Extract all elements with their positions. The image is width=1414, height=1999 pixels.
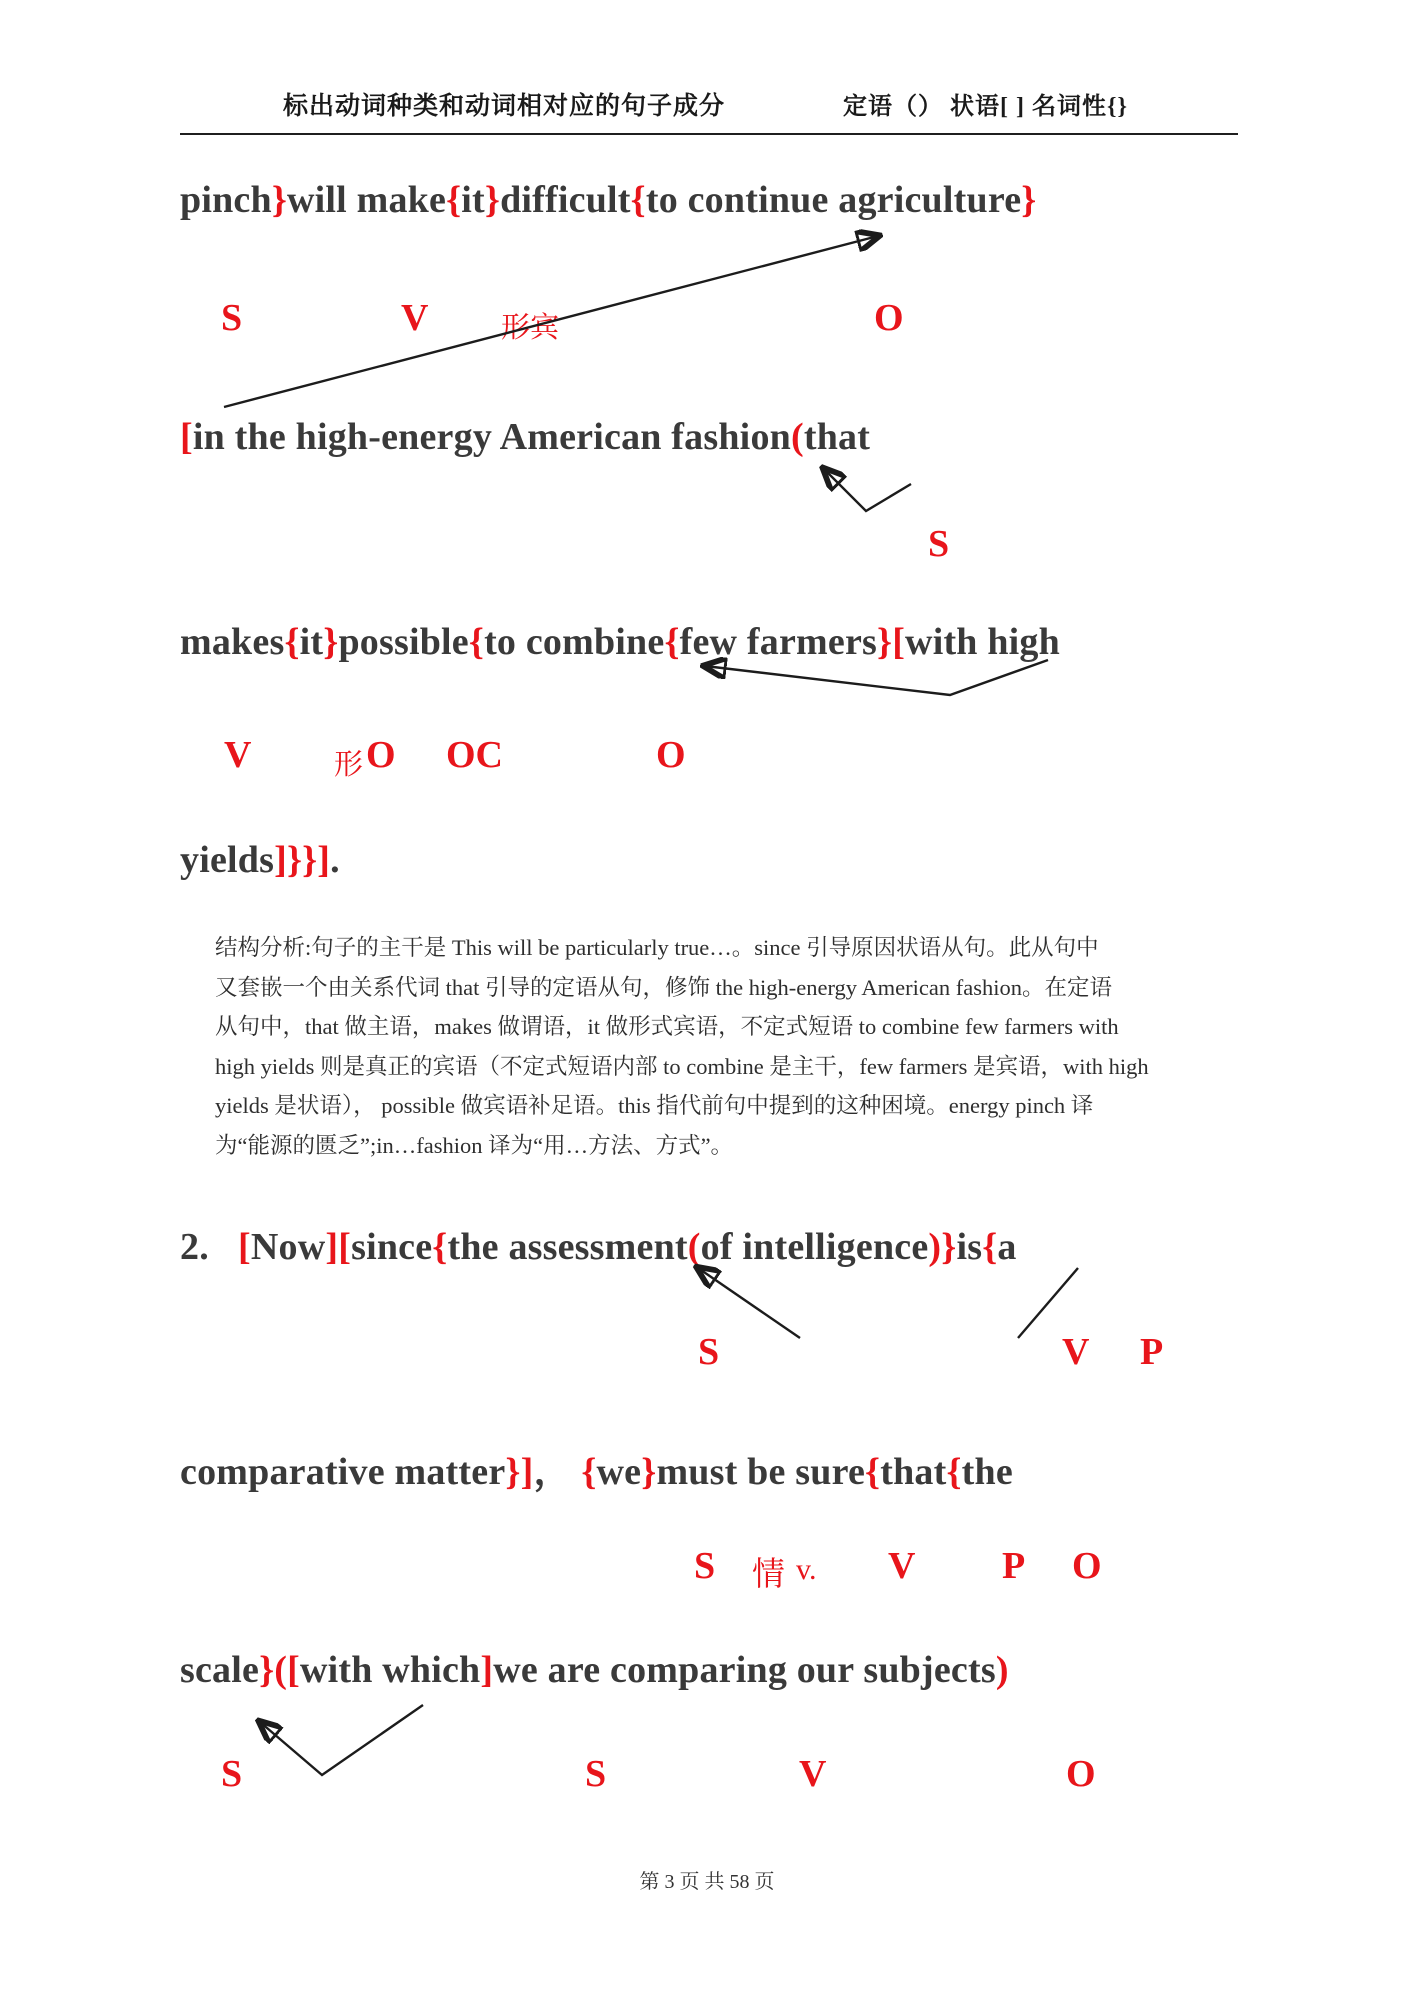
text-segment: will make <box>287 179 447 221</box>
grammar-label-o2: O <box>656 734 686 776</box>
text-segment: { <box>284 621 300 663</box>
text-segment: )} <box>928 1226 957 1268</box>
text-segment: to continue agriculture <box>645 179 1022 221</box>
grammar-label-s4: S <box>221 1753 243 1795</box>
text-segment: with which <box>299 1649 481 1691</box>
text-segment: { <box>946 1451 962 1493</box>
text-segment: }([ <box>259 1649 300 1691</box>
grammar-label-s: S <box>221 297 243 339</box>
grammar-label-o: O <box>874 297 904 339</box>
grammar-label-o4: O <box>1066 1753 1096 1795</box>
grammar-label-v4: V <box>888 1545 916 1587</box>
text-segment: [ <box>892 621 906 663</box>
analysis-line: yields 是状语）， possible 做宾语补足语。this 指代前句中提到的这种困境。energy pinch 译 <box>215 1093 1094 1119</box>
line-to-is <box>1018 1268 1078 1338</box>
text-segment: possible <box>338 621 469 663</box>
analysis-line: 结构分析:句子的主干是 This will be particularly true…。since 引导原因状语从句。此从句中 <box>215 935 1099 960</box>
arrow-to-scale <box>260 1705 423 1775</box>
sentence2-line3 <box>180 1648 1009 1692</box>
sentence1-line2 <box>180 415 870 459</box>
grammar-label-qing: 情 <box>752 1557 785 1593</box>
text-segment: ][ <box>325 1226 352 1268</box>
text-segment: { <box>432 1226 448 1268</box>
text-segment: } <box>1021 179 1037 221</box>
sentence1-line1 <box>180 178 1036 222</box>
text-segment: we <box>596 1451 642 1493</box>
grammar-label-o1: O <box>366 734 396 776</box>
page-number: 第 3 页 共 58 页 <box>639 1871 775 1893</box>
text-segment: to combine <box>484 621 665 663</box>
text-segment: that <box>803 416 871 458</box>
text-segment: few farmers <box>679 621 877 663</box>
arrow-to-assessment <box>698 1268 800 1338</box>
text-segment: comparative matter <box>180 1451 506 1493</box>
analysis-line: 从句中，that 做主语，makes 做谓语，it 做形式宾语，不定式短语 to combine few farmers with <box>215 1014 1119 1040</box>
text-segment: that <box>880 1451 947 1493</box>
text-segment: . <box>330 839 340 881</box>
text-segment: with high <box>905 621 1060 663</box>
grammar-label-v3: V <box>1062 1331 1090 1373</box>
text-segment: pinch <box>180 179 272 221</box>
text-segment: makes <box>180 621 285 663</box>
grammar-label-s-that: S <box>928 523 950 565</box>
grammar-label-xing: 形 <box>334 749 364 781</box>
text-segment: { <box>630 179 646 221</box>
header-rule <box>180 133 1238 135</box>
text-segment: [ <box>180 416 193 458</box>
analysis-line: high yields 则是真正的宾语（不定式短语内部 to combine 是主干，few farmers 是宾语，with high <box>215 1053 1149 1079</box>
text-segment: ) <box>995 1649 1009 1691</box>
text-segment: 2. <box>180 1226 238 1268</box>
text-segment: difficult <box>500 179 631 221</box>
text-segment: { <box>982 1226 998 1268</box>
text-segment: { <box>581 1451 597 1493</box>
text-segment: must be sure <box>656 1451 866 1493</box>
text-segment: } <box>323 621 339 663</box>
arrow-to-combine <box>705 660 1048 695</box>
text-segment: ( <box>790 416 804 458</box>
grammar-label-s5: S <box>585 1753 607 1795</box>
analysis-line: 为“能源的匮乏”;in…fashion 译为“用…方法、方式”。 <box>215 1132 734 1158</box>
grammar-label-xingbin: 形宾 <box>501 312 560 344</box>
text-segment: [ <box>238 1226 251 1268</box>
grammar-label-oc: OC <box>446 734 503 776</box>
grammar-label-o3: O <box>1072 1545 1102 1587</box>
text-segment: } <box>271 179 288 221</box>
text-segment: it <box>461 179 485 221</box>
text-segment: it <box>299 621 324 663</box>
text-segment: is <box>956 1226 983 1268</box>
sentence1-line4 <box>180 838 340 882</box>
text-segment: { <box>664 621 680 663</box>
arrow-to-fashion <box>824 469 911 511</box>
text-segment: scale <box>180 1649 260 1691</box>
text-segment: ]}}] <box>274 839 331 881</box>
sentence2-line1 <box>180 1225 1017 1269</box>
grammar-label-p2: P <box>1002 1545 1026 1587</box>
text-segment: in the high-energy American fashion <box>192 416 791 458</box>
sentence2-line2 <box>180 1440 1013 1495</box>
grammar-label-v-small: v. <box>796 1553 817 1586</box>
text-segment: yields <box>180 839 275 881</box>
text-segment: the <box>961 1451 1013 1493</box>
text-segment: a <box>997 1226 1017 1268</box>
text-segment: the assessment <box>447 1226 688 1268</box>
text-segment: ， <box>533 1451 582 1493</box>
grammar-label-s3: S <box>694 1545 716 1587</box>
text-segment: { <box>468 621 485 663</box>
grammar-label-v: V <box>401 297 429 339</box>
text-segment: ( <box>687 1226 701 1268</box>
grammar-label-p1: P <box>1140 1331 1164 1373</box>
text-segment: } <box>877 621 893 663</box>
text-segment: { <box>446 179 462 221</box>
grammar-label-v2: V <box>224 734 252 776</box>
header-title: 标出动词种类和动词相对应的句子成分 <box>283 93 726 120</box>
text-segment: } <box>641 1451 657 1493</box>
sentence1-line3 <box>180 620 1060 664</box>
grammar-label-v5: V <box>799 1753 827 1795</box>
grammar-label-s2: S <box>698 1331 720 1373</box>
header-legend: 定语（） 状语[ ] 名词性{} <box>843 94 1128 120</box>
text-segment: of intelligence <box>700 1226 929 1268</box>
text-segment: we are comparing our subjects <box>493 1649 996 1691</box>
text-segment: Now <box>250 1226 326 1268</box>
text-segment: ] <box>480 1649 494 1691</box>
text-segment: } <box>484 179 501 221</box>
text-segment: { <box>865 1451 881 1493</box>
structure-analysis-paragraph <box>215 928 1220 1166</box>
text-segment: since <box>351 1226 433 1268</box>
analysis-line: 又套嵌一个由关系代词 that 引导的定语从句，修饰 the high-energy American fashion。在定语 <box>215 974 1112 1000</box>
text-segment: }] <box>505 1451 534 1493</box>
